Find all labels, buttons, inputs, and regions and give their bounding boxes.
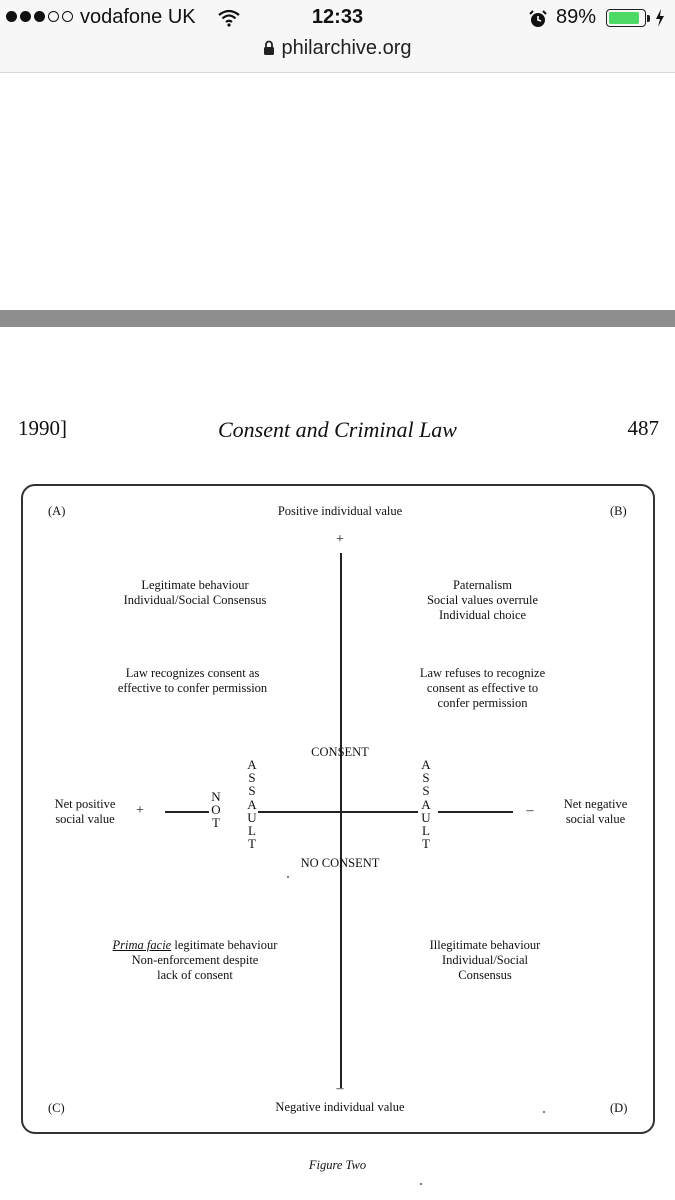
running-head-title: Consent and Criminal Law	[218, 417, 457, 442]
horizontal-axis-center-segment	[258, 811, 418, 813]
left-axis-label-line2: social value	[55, 812, 115, 826]
assault-letter: S	[422, 770, 430, 786]
quadrant-c-line1-rest: legitimate behaviour	[171, 938, 278, 952]
right-axis-label-line2: social value	[565, 812, 626, 826]
running-head-year: 1990]	[18, 416, 67, 440]
assault-letter: U	[247, 809, 257, 825]
consent-label: CONSENT	[311, 745, 369, 759]
status-bar	[0, 0, 675, 73]
quadrant-c-line	[85, 938, 305, 953]
not-letter: T	[212, 815, 220, 831]
battery-level-fill	[609, 12, 639, 24]
left-axis-label-line1: Net positive	[54, 797, 116, 811]
charging-bolt-icon	[655, 9, 665, 33]
scan-speck	[420, 1183, 422, 1185]
lock-icon	[263, 39, 275, 62]
assault-letter: A	[247, 796, 257, 812]
corner-label-d: (D)	[610, 1101, 628, 1115]
quadrant-b-line: Social values overrule	[426, 593, 539, 607]
assault-letter: S	[248, 770, 256, 786]
battery-icon	[606, 9, 646, 27]
assault-letter: U	[421, 809, 431, 825]
carrier-name: vodafone UK	[80, 6, 196, 28]
assault-letter: A	[247, 757, 257, 772]
quadrant-b-description	[385, 578, 580, 623]
quadrant-a-law-line: effective to confer permission	[117, 681, 268, 695]
battery-percent: 89%	[556, 6, 597, 28]
right-axis-label	[548, 797, 643, 827]
left-axis-sign: +	[136, 803, 144, 818]
horizontal-axis-right-segment	[438, 811, 513, 813]
quadrant-a-line: Individual/Social Consensus	[123, 593, 267, 607]
quadrant-a-law	[85, 666, 300, 696]
page-separator-bar	[0, 310, 675, 327]
page-number: 487	[627, 416, 659, 440]
quadrant-b-line: Paternalism	[452, 578, 512, 592]
not-vertical-label	[209, 790, 223, 830]
assault-letter: A	[421, 757, 431, 772]
top-axis-sign: +	[336, 532, 344, 547]
quadrant-c-description	[85, 938, 305, 983]
assault-letter: L	[422, 823, 430, 839]
horizontal-axis-left-segment	[165, 811, 209, 813]
quadrant-c-line: Non-enforcement despite	[131, 953, 259, 967]
assault-letter: T	[248, 836, 256, 852]
clock-time: 12:33	[311, 6, 364, 28]
battery-tip	[647, 15, 650, 22]
alarm-icon	[528, 9, 548, 35]
assault-letter: T	[422, 836, 430, 852]
quadrant-d-description	[385, 938, 585, 983]
vertical-axis	[340, 553, 342, 1088]
scan-speck	[543, 1111, 545, 1113]
url-text: philarchive.org	[281, 37, 412, 59]
assault-letter: L	[248, 823, 256, 839]
figure-caption: Figure Two	[308, 1158, 367, 1172]
address-bar[interactable]	[0, 37, 675, 62]
bottom-axis-sign: –	[336, 1081, 344, 1096]
quadrant-b-law	[385, 666, 580, 711]
assault-letter: A	[421, 796, 431, 812]
quadrant-a-law-line: Law recognizes consent as	[125, 666, 260, 680]
assault-letter: S	[248, 783, 256, 799]
not-letter: O	[211, 802, 221, 818]
assault-letter: S	[422, 783, 430, 799]
assault-left-vertical-label	[245, 758, 259, 850]
bottom-axis-label: Negative individual value	[275, 1100, 405, 1114]
quadrant-b-law-line: Law refuses to recognize	[419, 666, 546, 680]
left-axis-label	[40, 797, 130, 827]
corner-label-a: (A)	[48, 504, 66, 518]
quadrant-c-line: lack of consent	[157, 968, 233, 982]
quadrant-d-line: Individual/Social	[441, 953, 529, 967]
right-axis-sign: –	[526, 803, 534, 818]
right-axis-label-line1: Net negative	[563, 797, 628, 811]
quadrant-a-line: Legitimate behaviour	[141, 578, 249, 592]
assault-right-vertical-label	[419, 758, 433, 850]
quadrant-d-line: Illegitimate behaviour	[429, 938, 541, 952]
quadrant-d-line: Consensus	[458, 968, 512, 982]
quadrant-a-description	[90, 578, 300, 608]
quadrant-b-law-line: confer permission	[437, 696, 528, 710]
not-letter: N	[211, 789, 221, 804]
no-consent-label: NO CONSENT	[300, 856, 380, 870]
top-axis-label: Positive individual value	[277, 504, 403, 518]
scan-speck	[287, 876, 289, 878]
prima-facie-text: Prima facie	[112, 938, 172, 952]
quadrant-b-law-line: consent as effective to	[426, 681, 539, 695]
quadrant-b-line: Individual choice	[438, 608, 527, 622]
corner-label-b: (B)	[610, 504, 627, 518]
corner-label-c: (C)	[48, 1101, 65, 1115]
